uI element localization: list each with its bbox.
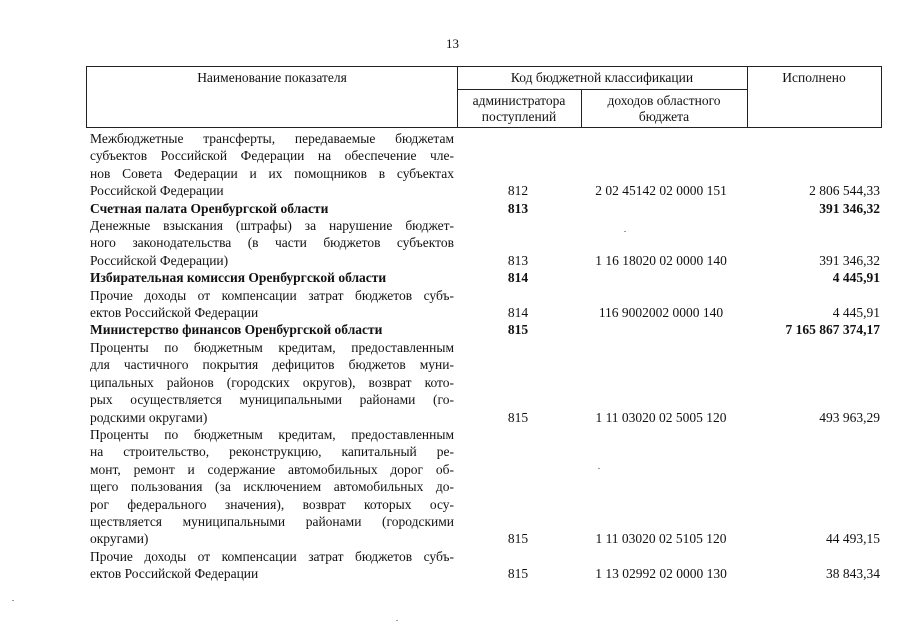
header-income-column xyxy=(581,93,747,125)
section-row xyxy=(90,321,880,338)
indicator-name-line: рых осуществляется муниципальными районами (го- xyxy=(90,392,454,408)
section-row xyxy=(90,200,880,217)
executed-amount: 4 445,91 xyxy=(832,270,880,286)
table-row xyxy=(90,339,880,426)
admin-code: 812 xyxy=(507,183,529,199)
indicator-name-line: Прочие доходы от компенсации затрат бюджетов субъ- xyxy=(90,287,454,303)
executed-amount: 2 806 544,33 xyxy=(809,183,880,199)
indicator-name xyxy=(90,321,454,338)
indicator-name-line: Российской Федерации xyxy=(90,183,224,199)
indicator-name-line: Прочие доходы от компенсации затрат бюджетов субъ- xyxy=(90,548,454,564)
admin-code: 814 xyxy=(507,270,529,286)
admin-code: 815 xyxy=(507,531,529,547)
header-admin-line: администратора xyxy=(472,93,566,108)
scan-speck xyxy=(598,468,600,469)
indicator-name-line: ципальных районов (городских округов), возврат кото- xyxy=(90,374,454,390)
indicator-name-line: Проценты по бюджетным кредитам, предоставленным xyxy=(90,339,454,355)
indicator-name-line: родскими округами) xyxy=(90,409,208,425)
indicator-name xyxy=(90,426,454,548)
indicator-name-line: Избирательная комиссия Оренбургской области xyxy=(90,270,387,286)
admin-code: 815 xyxy=(507,322,529,338)
page-number: 13 xyxy=(446,36,459,51)
indicator-name-line: щего пользования (за исключением автомобильных до- xyxy=(90,479,454,495)
admin-code: 814 xyxy=(507,305,529,321)
header-divider xyxy=(457,89,747,90)
indicator-name-line: монт, ремонт и содержание автомобильных дорог об- xyxy=(90,461,454,477)
indicator-name xyxy=(90,287,454,322)
table-row xyxy=(90,217,880,269)
indicator-name-line: на строительство, реконструкцию, капитальный ре- xyxy=(90,444,454,460)
indicator-name-line: рог федерального значения), возврат которых осу- xyxy=(90,496,454,512)
income-code: 2 02 45142 02 0000 151 xyxy=(595,183,727,199)
indicator-name-line: ектов Российской Федерации xyxy=(90,566,259,582)
indicator-name xyxy=(90,217,454,269)
indicator-name-line: Российской Федерации) xyxy=(90,252,229,268)
executed-amount: 7 165 867 374,17 xyxy=(785,322,880,338)
header-income-line: бюджета xyxy=(638,109,690,124)
header-admin-line: поступлений xyxy=(481,109,557,124)
indicator-name-line: Проценты по бюджетным кредитам, предоставленным xyxy=(90,426,454,442)
table-header xyxy=(86,66,882,128)
indicator-name-line: округами) xyxy=(90,531,149,547)
scan-speck xyxy=(624,231,626,232)
header-code-group: Код бюджетной классификации xyxy=(510,70,694,85)
executed-amount: 44 493,15 xyxy=(826,531,880,547)
admin-code: 813 xyxy=(507,200,529,216)
table-row xyxy=(90,130,880,200)
income-code: 1 16 18020 02 0000 140 xyxy=(595,252,727,268)
indicator-name xyxy=(90,269,454,286)
indicator-name xyxy=(90,130,454,200)
header-executed-column: Исполнено xyxy=(782,70,846,85)
executed-amount: 4 445,91 xyxy=(832,305,880,321)
scan-speck xyxy=(396,620,398,621)
indicator-name-line: ществляется муниципальными районами (городскими xyxy=(90,513,454,529)
indicator-name xyxy=(90,548,454,583)
admin-code: 815 xyxy=(507,566,529,582)
executed-amount: 391 346,32 xyxy=(819,252,880,268)
indicator-name-line: Министерство финансов Оренбургской области xyxy=(90,322,383,338)
indicator-name-line: ектов Российской Федерации xyxy=(90,305,259,321)
admin-code: 815 xyxy=(507,409,529,425)
indicator-name-line: Межбюджетные трансферты, передаваемые бюджетам xyxy=(90,131,454,146)
indicator-name-line: субъектов Российской Федерации на обеспечение чле- xyxy=(90,148,454,164)
header-income-line: доходов областного xyxy=(607,93,721,108)
income-code: 116 9002002 0000 140 xyxy=(598,305,724,321)
executed-amount: 391 346,32 xyxy=(819,200,880,216)
section-row xyxy=(90,269,880,286)
table-row xyxy=(90,287,880,322)
indicator-name xyxy=(90,200,454,217)
header-name-column: Наименование показателя xyxy=(197,70,347,85)
scan-speck xyxy=(12,600,14,601)
executed-amount: 493 963,29 xyxy=(819,409,880,425)
table-row xyxy=(90,548,880,583)
income-code: 1 13 02992 02 0000 130 xyxy=(595,566,727,582)
executed-amount: 38 843,34 xyxy=(826,566,880,582)
income-code: 1 11 03020 02 5105 120 xyxy=(595,531,727,547)
indicator-name-line: для частичного покрытия дефицитов бюджетов муни- xyxy=(90,357,454,373)
indicator-name xyxy=(90,339,454,426)
table-row xyxy=(90,426,880,548)
header-admin-column xyxy=(457,93,581,125)
indicator-name-line: Счетная палата Оренбургской области xyxy=(90,200,329,216)
indicator-name-line: Денежные взыскания (штрафы) за нарушение бюджет- xyxy=(90,218,454,234)
indicator-name-line: ного законодательства (в части бюджетов субъектов xyxy=(90,235,454,251)
table-body xyxy=(90,130,880,583)
admin-code: 813 xyxy=(507,252,529,268)
income-code: 1 11 03020 02 5005 120 xyxy=(595,409,727,425)
indicator-name-line: нов Совета Федерации и их помощников в субъектах xyxy=(90,165,454,181)
